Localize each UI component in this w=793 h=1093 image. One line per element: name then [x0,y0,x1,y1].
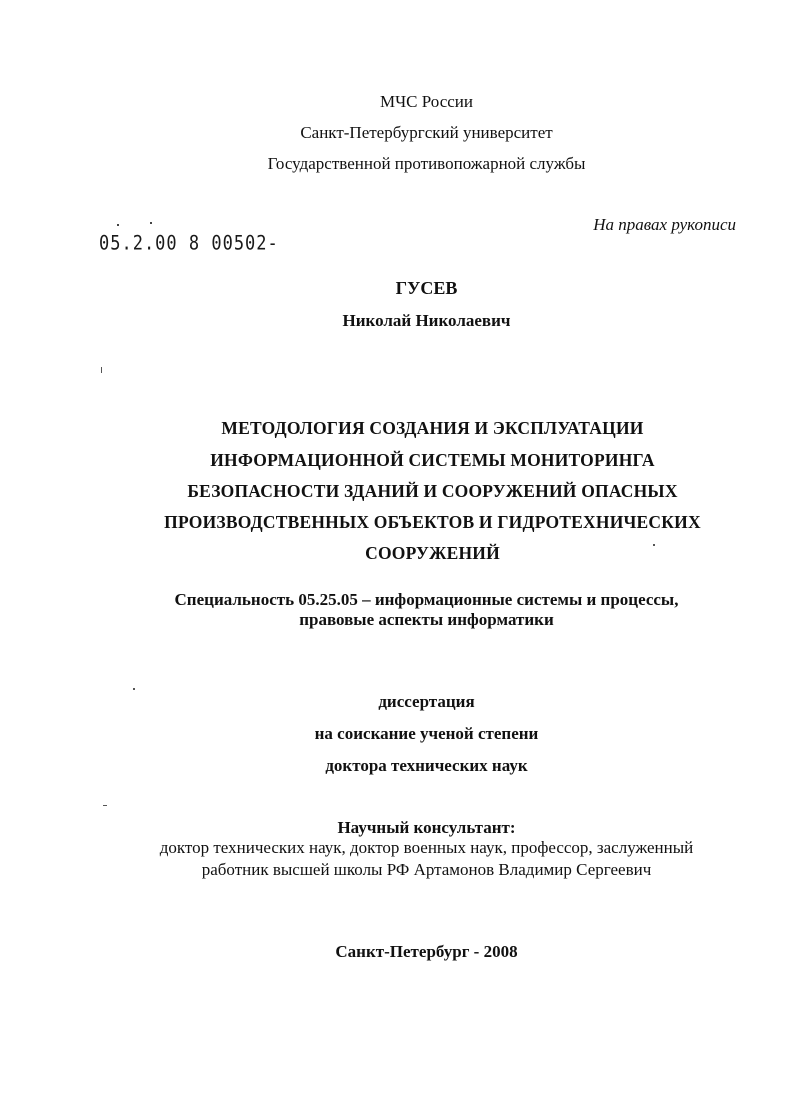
consultant-label: Научный консультант: [337,818,516,837]
author-given-names: Николай Николаевич [342,311,511,330]
consultant-details: доктор технических наук, доктор военных наук, профессор, заслуженный [159,838,694,857]
degree-line: на соискание ученой степени [314,724,539,743]
city-year: Санкт-Петербург - 2008 [335,942,518,961]
specialty-line: Специальность 05.25.05 – информационные системы и процессы, [174,590,679,609]
work-type: диссертация [378,692,475,711]
title-line: ПРОИЗВОДСТВЕННЫХ ОБЪЕКТОВ И ГИДРОТЕХНИЧЕСКИХ [164,511,701,532]
title-line: ИНФОРМАЦИОННОЙ СИСТЕМЫ МОНИТОРИНГА [210,449,655,470]
ministry-name: МЧС России [380,92,473,111]
scan-speck [653,544,655,546]
consultant-details: работник высшей школы РФ Артамонов Владимир Сергеевич [201,860,652,879]
title-line: СООРУЖЕНИЙ [365,542,500,563]
degree-line: доктора технических наук [325,756,528,775]
title-line: МЕТОДОЛОГИЯ СОЗДАНИЯ И ЭКСПЛУАТАЦИИ [221,417,644,438]
scan-speck [101,367,102,373]
title-line: БЕЗОПАСНОСТИ ЗДАНИЙ И СООРУЖЕНИЙ ОПАСНЫХ [187,480,678,501]
scan-speck [133,688,135,690]
specialty-line: правовые аспекты информатики [299,610,554,629]
author-surname: ГУСЕВ [395,278,458,298]
university-name: Санкт-Петербургский университет [300,123,553,142]
scan-speck [103,805,107,806]
stamp-mark [150,222,152,224]
stamp-mark [117,224,119,226]
service-name: Государственной противопожарной службы [267,154,586,173]
registration-stamp: 05.2.00 8 00502- [99,232,279,255]
manuscript-note: На правах рукописи [593,215,736,234]
